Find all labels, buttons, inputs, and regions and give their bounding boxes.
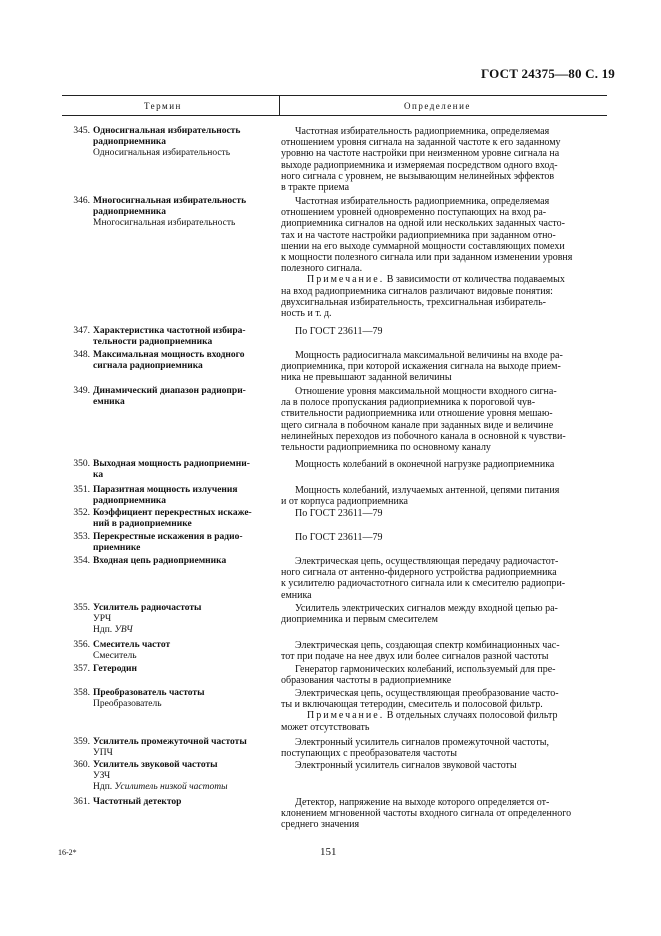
term-number: 345. (73, 126, 90, 136)
term-title-continued: приемнике (93, 543, 141, 554)
definition-line: Детектор, напряжение на выходе которого определяется от- (295, 797, 550, 808)
deprecated-label: Ндп. (93, 625, 113, 636)
definition-line: отношением уровня сигнала на заданной частоте к его заданному (281, 137, 561, 149)
term-number: 350. (73, 459, 90, 469)
definition-line: в тракте приема (281, 182, 350, 194)
definition-cell (281, 603, 600, 625)
term-title: Входная цепь радиоприемника (93, 556, 227, 566)
definition-line: Электронный усилитель сигналов звуковой частоты (295, 760, 517, 771)
term-number: 348. (73, 350, 90, 360)
definition-line: Мощность колебаний, излучаемых антенной, цепями питания (295, 485, 560, 496)
term-title-continued: ний в радиоприемнике (93, 519, 192, 530)
term-title: Характеристика частотной избира- (93, 326, 246, 336)
deprecated-term: Усилитель низкой частоты (114, 782, 228, 793)
term-number: 356. (73, 640, 90, 650)
term-cell (62, 196, 277, 230)
note-line: на вход радиоприемника сигналов различают видовые понятия: (281, 285, 553, 297)
term-short-form: УЗЧ (93, 771, 111, 782)
term-number: 353. (73, 532, 90, 542)
term-cell (62, 664, 277, 675)
term-title: Выходная мощность радиоприемни- (93, 459, 250, 469)
definition-line: Мощность радиосигнала максимальной величины на входе ра- (295, 350, 563, 361)
term-title-continued: радиоприемника (93, 496, 167, 507)
term-title: Многосигнальная избирательность (93, 196, 247, 206)
term-cell (62, 603, 277, 637)
term-cell (62, 326, 277, 348)
term-number: 360. (73, 760, 90, 770)
term-cell (62, 350, 277, 372)
column-header-term: Термин (144, 101, 182, 111)
table-top-rule (62, 95, 607, 96)
term-title: Перекрестные искажения в радио- (93, 532, 243, 542)
term-title: Коэффициент перекрестных искаже- (93, 508, 252, 518)
definition-line: Электрическая цепь, создающая спектр комбинационных час- (295, 640, 560, 651)
definition-line: тельности радиоприемника по основному каналу (281, 442, 491, 454)
term-number: 357. (73, 664, 90, 674)
term-title: Динамический диапазон радиопри- (93, 386, 246, 396)
definition-cell (281, 664, 600, 686)
note-line (281, 274, 600, 285)
note-label: Примечание. (307, 710, 385, 722)
note-line: может отсутствовать (281, 721, 370, 733)
term-title-continued: радиоприемника (93, 207, 167, 218)
definition-line: щего сигнала в побочном канале при заданных виде и величине (281, 419, 554, 431)
definition-cell (281, 386, 600, 453)
term-number: 358. (73, 688, 90, 698)
term-cell (62, 508, 277, 530)
definition-line: к мощности полезного сигнала или при заданном изменении уровня (281, 252, 573, 264)
note-line: ность и т. д. (281, 308, 332, 320)
term-title: Преобразователь частоты (93, 688, 205, 698)
term-number: 346. (73, 196, 90, 206)
note-line (281, 710, 600, 721)
term-title: Гетеродин (93, 664, 137, 674)
definition-line: полезного сигнала. (281, 263, 363, 275)
definition-line: диоприемника сигналов на одной или нескольких заданных часто- (281, 218, 565, 230)
header-column-divider (279, 95, 280, 115)
term-deprecated (62, 782, 277, 793)
definition-line: к усилителю радиочастотного сигнала или к смесителю радиопри- (281, 578, 566, 590)
term-number: 352. (73, 508, 90, 518)
definition-cell (281, 485, 600, 507)
term-title: Паразитная мощность излучения (93, 485, 238, 495)
definition-line: Генератор гармонических колебаний, используемый для пре- (295, 664, 556, 675)
term-cell (62, 126, 277, 160)
definition-cell (281, 350, 600, 384)
definition-line: среднего значения (281, 819, 360, 831)
term-number: 347. (73, 326, 90, 336)
page-number: 151 (320, 846, 337, 858)
term-title: Частотный детектор (93, 797, 182, 807)
term-short-form: Односигнальная избирательность (93, 148, 231, 159)
definition-cell (281, 737, 600, 759)
term-short-form: Смеситель (93, 651, 137, 662)
definition-cell (281, 640, 600, 662)
term-number: 355. (73, 603, 90, 613)
term-cell (62, 459, 277, 481)
term-title-continued: емника (93, 397, 125, 408)
definition-line: ника не превышают заданной величины (281, 372, 452, 384)
term-title-continued: тельности радиоприемника (93, 337, 213, 348)
definition-line: отношением уровней одновременно поступающих на вход ра- (281, 207, 547, 219)
term-cell (62, 797, 277, 808)
term-title: Смеситель частот (93, 640, 171, 650)
definition-cell (281, 196, 600, 319)
definition-line: диоприемника, при которой искажения сигнала на выходе прием- (281, 361, 561, 373)
definition-cell (281, 760, 600, 771)
definition-line: Электронный усилитель сигналов промежуточной частоты, (295, 737, 550, 748)
term-title: Односигнальная избирательность (93, 126, 241, 136)
note-text: В зависимости от количества подаваемых (386, 274, 565, 286)
definition-cell (281, 556, 600, 601)
term-number: 361. (73, 797, 90, 807)
definition-line: По ГОСТ 23611—79 (295, 532, 383, 543)
term-short-form: Преобразователь (93, 699, 162, 710)
definition-line: нелинейных переходов из побочного канала в основной к чувстви- (281, 430, 566, 442)
term-cell (62, 737, 277, 759)
term-short-form: УПЧ (93, 748, 113, 759)
term-title: Усилитель радиочастоты (93, 603, 202, 613)
definition-line: тах и на частоте настройки радиоприемника при заданном отно- (281, 229, 556, 241)
standard-header: ГОСТ 24375—80 С. 19 (481, 66, 615, 81)
term-number: 359. (73, 737, 90, 747)
definition-line: емника (281, 589, 312, 601)
definition-line: клонением мгновенной частоты входного сигнала от определенного (281, 808, 572, 820)
term-short-form: УРЧ (93, 614, 112, 625)
term-number: 354. (73, 556, 90, 566)
definition-line: тот при подаче на нее двух или более сигналов разной частоты (281, 651, 549, 663)
term-short-form: Многосигнальная избирательность (93, 218, 236, 229)
definition-line: ты и включающая тетеродин, смеситель и полосовой фильтр. (281, 699, 543, 711)
definition-line: Электрическая цепь, осуществляющая передачу радиочастот- (295, 556, 559, 567)
note-line: двухсигнальная избирательность, трехсигнальная избиратель- (281, 296, 546, 308)
term-title-continued: сигнала радиоприемника (93, 361, 203, 372)
term-deprecated (62, 625, 277, 636)
term-number: 349. (73, 386, 90, 396)
definition-line: диоприемника и первым смесителем (281, 614, 438, 626)
note-label: Примечание. (307, 274, 385, 286)
definition-line: По ГОСТ 23611—79 (295, 326, 383, 337)
definition-cell (281, 126, 600, 193)
term-cell (62, 532, 277, 554)
definition-line: Электрическая цепь, осуществляющая преобразование часто- (295, 688, 559, 699)
term-number: 351. (73, 485, 90, 495)
definition-cell (281, 508, 600, 519)
sheet-mark: 16-2* (58, 848, 77, 857)
definition-cell (281, 532, 600, 543)
definition-line: Мощность колебаний в оконечной нагрузке радиоприемника (295, 459, 555, 470)
definition-cell (281, 326, 600, 337)
definition-line: ного сигнала с уровнем, не вызывающим нелинейных эффектов (281, 170, 555, 182)
definition-cell (281, 688, 600, 733)
term-title: Усилитель звуковой частоты (93, 760, 218, 770)
definition-line: Отношение уровня максимальной мощности входного сигна- (295, 386, 557, 397)
definition-line: поступающих с преобразователя частоты (281, 748, 458, 760)
definition-line: ла в полосе пропускания радиоприемника к пороговой чув- (281, 397, 536, 409)
deprecated-label: Ндп. (93, 782, 113, 793)
term-cell (62, 760, 277, 794)
term-cell (62, 485, 277, 507)
definition-line: Частотная избирательность радиоприемника, определяемая (295, 196, 550, 207)
deprecated-term: УВЧ (114, 625, 133, 636)
definition-cell (281, 797, 600, 831)
definition-line: Частотная избирательность радиоприемника, определяемая (295, 126, 550, 137)
term-title: Усилитель промежуточной частоты (93, 737, 247, 747)
definition-line: По ГОСТ 23611—79 (295, 508, 383, 519)
note-text: В отдельных случаях полосовой фильтр (386, 710, 558, 722)
definition-cell (281, 459, 600, 470)
term-title-continued: радиоприемника (93, 137, 167, 148)
column-header-definition: Определение (404, 101, 471, 111)
definition-line: и от корпуса радиоприемника (281, 496, 408, 508)
definition-line: Усилитель электрических сигналов между входной цепью ра- (295, 603, 558, 614)
table-header-rule (62, 115, 607, 116)
definition-line: ного сигнала от антенно-фидерного устройства радиоприемника (281, 567, 557, 579)
definition-line: образования частоты в радиоприемнике (281, 675, 452, 687)
definition-line: уровню на частоте настройки при неизменном уровне сигнала на (281, 148, 560, 160)
term-cell (62, 640, 277, 662)
term-cell (62, 556, 277, 567)
definition-line: выходе радиоприемника и измеряемая посредством одного вход- (281, 159, 558, 171)
term-title: Максимальная мощность входного (93, 350, 245, 360)
definition-line: шении на его выходе суммарной мощности составляющих помехи (281, 240, 565, 252)
term-title-continued: ка (93, 470, 104, 481)
term-cell (62, 386, 277, 408)
definition-line: ствительности радиоприемника или отношение уровня мешаю- (281, 408, 553, 420)
term-cell (62, 688, 277, 710)
